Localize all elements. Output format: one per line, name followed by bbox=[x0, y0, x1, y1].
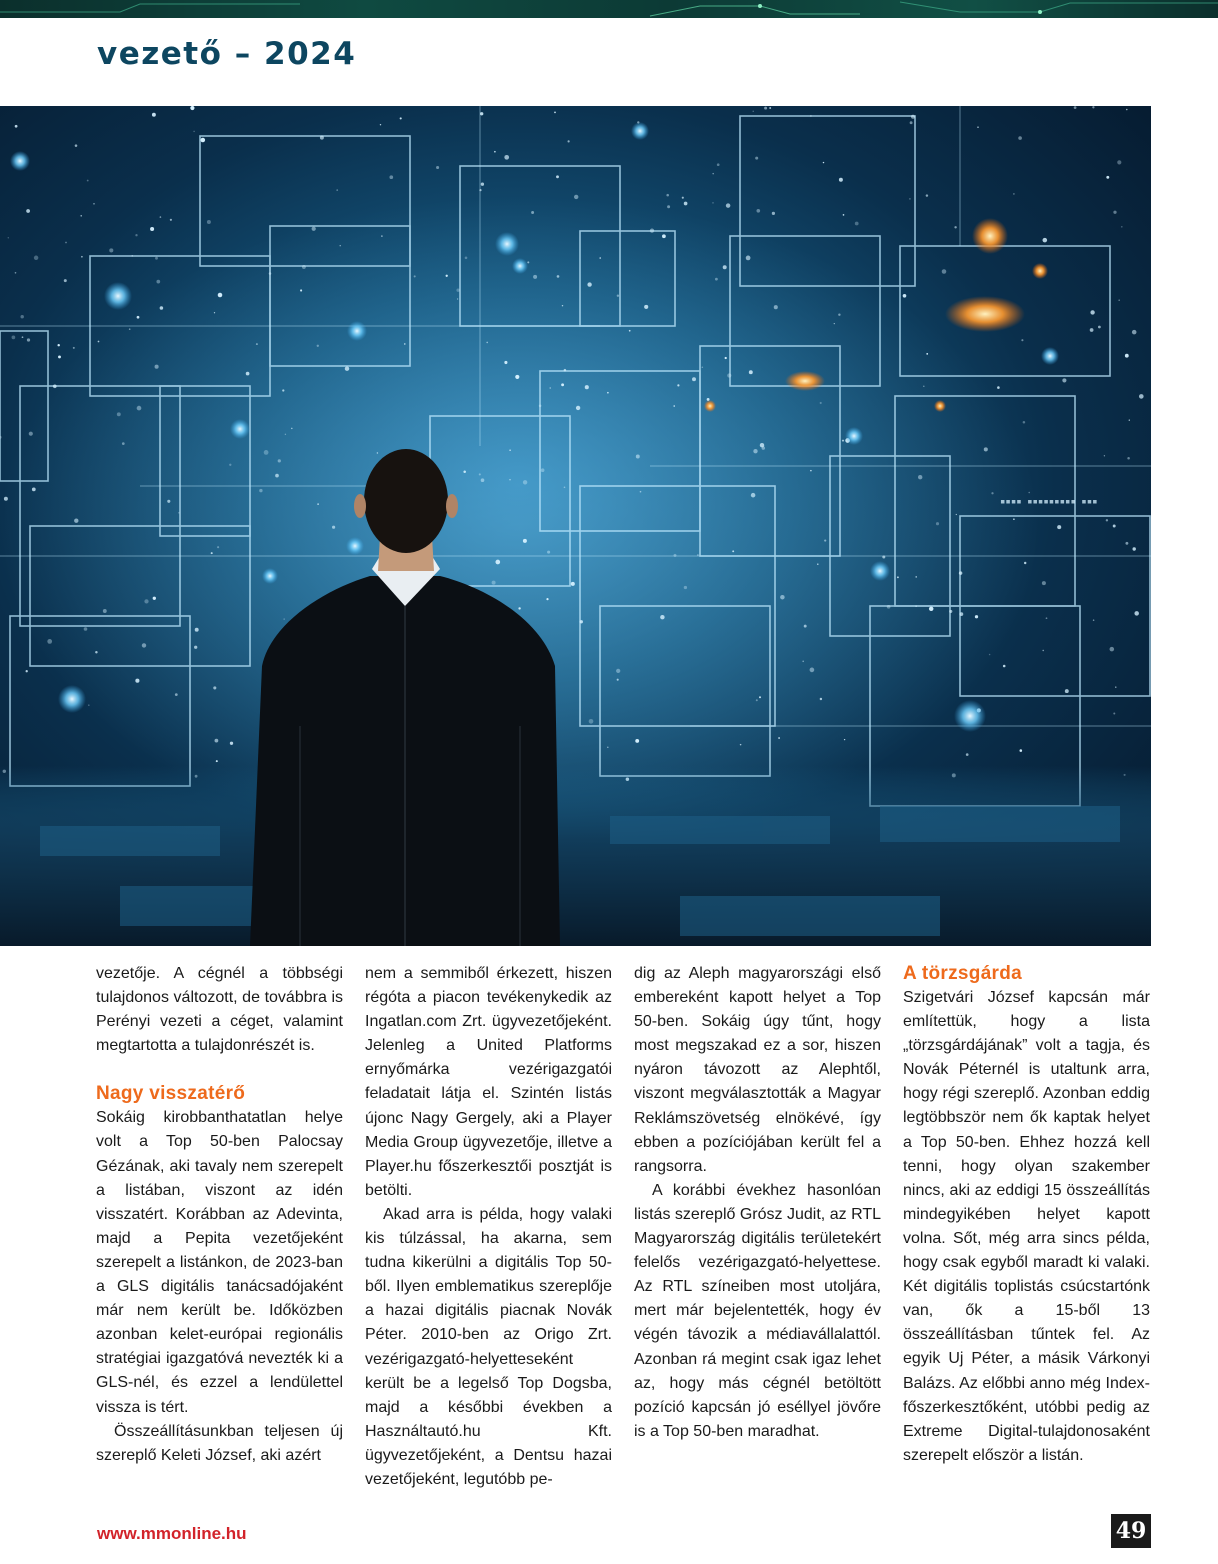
body-paragraph: Akad arra is példa, hogy valaki kis túlzással, ha akarna, sem tudna kikerülni a digitális Top 50-ből. Ilyen emblematikus szereplője a hazai digitális piacnak Novák Péter. 2010-ben az Origo Zrt. vezérigazgató-helyetteseként került be a legelső Top Dogsba, majd a későbbi években a Használtautó.hu Kft. ügyvezetőjeként, a Dentsu hazai vezetőjeként, legutóbb pe- bbox=[365, 1205, 612, 1488]
body-paragraph: nem a semmiből érkezett, hiszen régóta a piacon tevékenykedik az Ingatlan.com Zrt. ügyvezetőjeként. Jelenleg a United Platforms ernyőmárka vezérigazgatói feladatait látja el. Szintén listás újonc Nagy Gergely, aki a Player Media Group ügyvezetője, illetve a Player.hu főszerkesztői posztját is betölti. bbox=[365, 965, 612, 1199]
body-paragraph: dig az Aleph magyarországi első embereként kapott helyet a Top 50-ben. Sokáig úgy tűnt, hogy most megszakad ez a sor, hiszen nyáron távozott az Alephtől, viszont megválasztották a Magyar Reklámszövetség elnökévé, így ebben a pozíciójában került fel a rangsorra. bbox=[634, 965, 881, 1175]
body-paragraph: Összeállításunkban teljesen új szereplő Keleti József, aki azért bbox=[96, 1422, 343, 1464]
section-subheading: Nagy visszatérő bbox=[96, 1083, 246, 1105]
top-decorative-strip bbox=[0, 0, 1218, 18]
footer-website-link[interactable]: www.mmonline.hu bbox=[97, 1524, 247, 1543]
circuit-lines-icon bbox=[0, 0, 1218, 18]
text-column-2 bbox=[365, 962, 612, 1492]
text-column-1 bbox=[96, 962, 343, 1468]
hero-image bbox=[0, 106, 1151, 946]
digital-network-illustration bbox=[0, 106, 1151, 946]
body-paragraph: vezetője. A cégnél a többségi tulajdonos változott, de továbbra is Perényi vezeti a céget, valamint megtartotta a tulajdonrészét is. bbox=[96, 965, 343, 1055]
text-column-3 bbox=[634, 962, 881, 1444]
text-column-4 bbox=[903, 962, 1150, 1468]
body-paragraph: A korábbi évekhez hasonlóan listás szereplő Grósz Judit, az RTL Magyarország digitális területekért felelős vezérigazgató-helyettese. Az RTL színeiben most utoljára, mert már bejelentették, hogy év végén távozik a médiavállalattól. Azonban rá megint csak igaz lehet az, hogy más cégnél betöltött pozíció kapcsán jó eséllyel jövőre is a Top 50-ben maradhat. bbox=[634, 1181, 881, 1440]
page-title: vezető – 2024 bbox=[97, 36, 357, 72]
page-number: 49 bbox=[1111, 1514, 1151, 1548]
hologram-text-decoration: ▪▪▪▪ ▪▪▪▪▪▪▪▪▪ ▪▪▪ bbox=[1000, 497, 1098, 507]
body-paragraph: Szigetvári József kapcsán már említettük, hogy a lista „törzsgárdájának” volt a tagja, és Novák Péternél is utaltunk arra, hogy régi szereplő. Azonban eddig legtöbbször nem ők kaptak helyet a Top 50-ben. Ehhez hozzá kell tenni, hogy olyan szakember nincs, aki az eddigi 15 összeállítás mindegyikében helyet kapott volna. Sőt, még arra sincs példa, hogy csak egyből maradt ki valaki. Két digitális toplistás csúcstartónk van, ők a 15-ből 13 összeállításban tűntek fel. Az egyik Uj Péter, a másik Várkonyi Balázs. Az előbbi anno még Index-főszerkesztőként, utóbbi pedig az Extreme Digital-tulajdonosaként szerepelt először a listán. bbox=[903, 989, 1150, 1464]
body-paragraph: Sokáig kirobbanthatatlan helye volt a Top 50-ben Palocsay Gézának, aki tavaly nem szerepelt a listában, viszont az idén visszatért. Korábban az Adevinta, majd a Pepita vezetőjeként szerepelt a listánkon, de 2023-ban a GLS digitális tanácsadójaként már nem került be. Időközben azonban kelet-európai regionális stratégiai igazgatóvá nevezték ki a GLS-nél, és ezzel a lendülettel vissza is tért. bbox=[96, 1109, 343, 1416]
section-subheading: A törzsgárda bbox=[903, 963, 1023, 984]
